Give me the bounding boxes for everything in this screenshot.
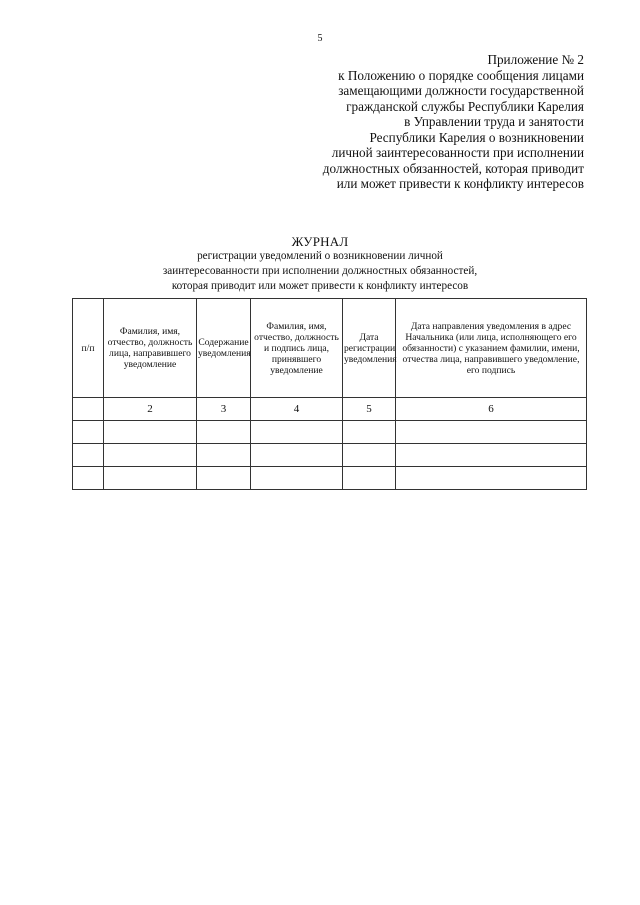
table-cell	[251, 467, 343, 490]
table-cell	[73, 444, 104, 467]
table-cell	[343, 444, 396, 467]
header-cell-number: п/п	[73, 299, 104, 398]
table-cell	[251, 421, 343, 444]
table-cell	[396, 467, 587, 490]
appendix-line: личной заинтересованности при исполнении	[331, 145, 584, 160]
appendix-line: или может привести к конфликту интересов	[336, 176, 584, 191]
table-cell	[73, 421, 104, 444]
table-cell	[104, 421, 197, 444]
column-number-cell: 3	[197, 398, 251, 421]
column-number-row	[73, 398, 587, 421]
column-number-cell: 4	[251, 398, 343, 421]
appendix-line: должностных обязанностей, которая приводит	[322, 160, 584, 176]
page-number: 5	[317, 33, 323, 44]
table-cell	[396, 421, 587, 444]
column-number-cell: 6	[396, 398, 587, 421]
table-row	[73, 444, 587, 467]
table-cell	[197, 444, 251, 467]
header-cell-content: Содержание уведомления	[197, 299, 251, 398]
table-cell	[251, 444, 343, 467]
table-cell	[343, 421, 396, 444]
table-cell	[104, 467, 197, 490]
column-number-cell	[73, 398, 104, 421]
header-cell-registration-date: Дата регистрации уведомления	[343, 299, 396, 398]
appendix-line: Республики Карелия о возникновении	[369, 129, 584, 145]
table-row	[73, 467, 587, 490]
table-header-row	[73, 299, 587, 398]
appendix-line: Приложение № 2	[487, 52, 584, 67]
appendix-line: в Управлении труда и занятости	[404, 114, 584, 129]
table-cell	[396, 444, 587, 467]
journal-subtitle	[0, 249, 640, 294]
header-cell-receiver: Фамилия, имя, отчество, должность и подпись лица, принявшего уведомление	[251, 299, 343, 398]
table-row	[73, 421, 587, 444]
table-cell	[104, 444, 197, 467]
appendix-line: гражданской службы Республики Карелия	[346, 98, 584, 114]
table-cell	[73, 467, 104, 490]
journal-table	[72, 298, 587, 490]
column-number-cell: 2	[104, 398, 197, 421]
journal-subtitle-line: которая приводит или может привести к конфликту интересов	[171, 280, 469, 292]
journal-subtitle-line: заинтересованности при исполнении должностных обязанностей,	[162, 265, 478, 277]
column-number-cell: 5	[343, 398, 396, 421]
header-cell-sender: Фамилия, имя, отчество, должность лица, направившего уведомление	[104, 299, 197, 398]
table-cell	[197, 467, 251, 490]
appendix-header	[284, 52, 584, 192]
journal-title: ЖУРНАЛ	[291, 234, 349, 249]
header-cell-forwarding-date: Дата направления уведомления в адрес Начальника (или лица, исполняющего его обязанности) с указанием фамилии, имени, отчества лица, направившего уведомление, его подпись	[396, 299, 587, 398]
appendix-line: замещающими должности государственной	[338, 83, 584, 98]
table-cell	[343, 467, 396, 490]
table-cell	[197, 421, 251, 444]
appendix-line: к Положению о порядке сообщения лицами	[338, 67, 584, 83]
journal-subtitle-line: регистрации уведомлений о возникновении личной	[197, 250, 443, 262]
